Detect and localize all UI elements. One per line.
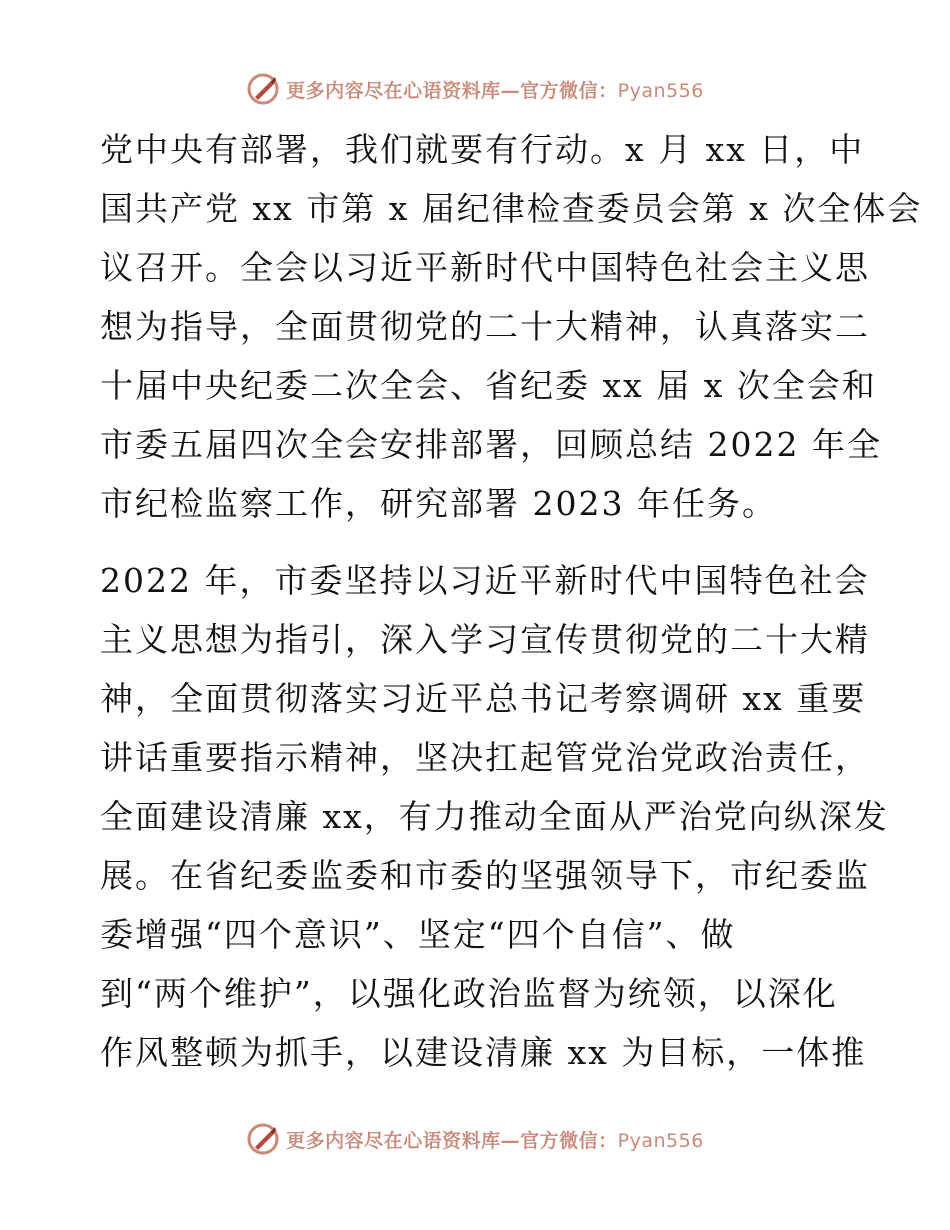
text-line: 想为指导，全面贯彻党的二十大精神，认真落实二: [100, 307, 870, 346]
text-line: 市纪检监察工作，研究部署 2023 年任务。: [100, 484, 777, 523]
footer-banner: [0, 1122, 950, 1156]
quill-pen-logo-icon: [246, 1122, 280, 1156]
text-line: 作风整顿为抓手，以建设清廉 xx 为目标，一体推: [100, 1033, 867, 1072]
text-line: 主义思想为指引，深入学习宣传贯彻党的二十大精: [100, 620, 870, 659]
text-line: 到“两个维护”，以强化政治监督为统领，以深化: [100, 974, 838, 1013]
header-banner: [0, 72, 950, 106]
text-line: 神，全面贯彻落实习近平总书记考察调研 xx 重要: [100, 679, 867, 718]
quill-pen-logo-icon: [246, 72, 280, 106]
text-line: 2022 年，市委坚持以习近平新时代中国特色社会: [100, 561, 870, 600]
paragraph-2: [100, 551, 889, 1082]
text-line: 国共产党 xx 市第 x 届纪律检查委员会第 x 次全体会: [100, 189, 923, 228]
document-body: [100, 120, 923, 1082]
text-line: 市委五届四次全会安排部署，回顾总结 2022 年全: [100, 425, 882, 464]
text-line: 讲话重要指示精神，坚决扛起管党治党政治责任，: [100, 738, 870, 777]
text-line: 全面建设清廉 xx，有力推动全面从严治党向纵深发: [100, 797, 889, 836]
text-line: 展。在省纪委监委和市委的坚强领导下，市纪委监: [100, 856, 870, 895]
paragraph-1: [100, 120, 923, 533]
header-banner-text: 更多内容尽在心语资料库—官方微信：Pyan556: [286, 79, 704, 102]
text-line: 十届中央纪委二次全会、省纪委 xx 届 x 次全会和: [100, 366, 877, 405]
footer-banner-text: 更多内容尽在心语资料库—官方微信：Pyan556: [286, 1129, 704, 1152]
text-line: 党中央有部署，我们就要有行动。x 月 xx 日，中: [100, 130, 865, 169]
text-line: 委增强“四个意识”、坚定“四个自信”、做: [100, 915, 736, 954]
text-line: 议召开。全会以习近平新时代中国特色社会主义思: [100, 248, 870, 287]
